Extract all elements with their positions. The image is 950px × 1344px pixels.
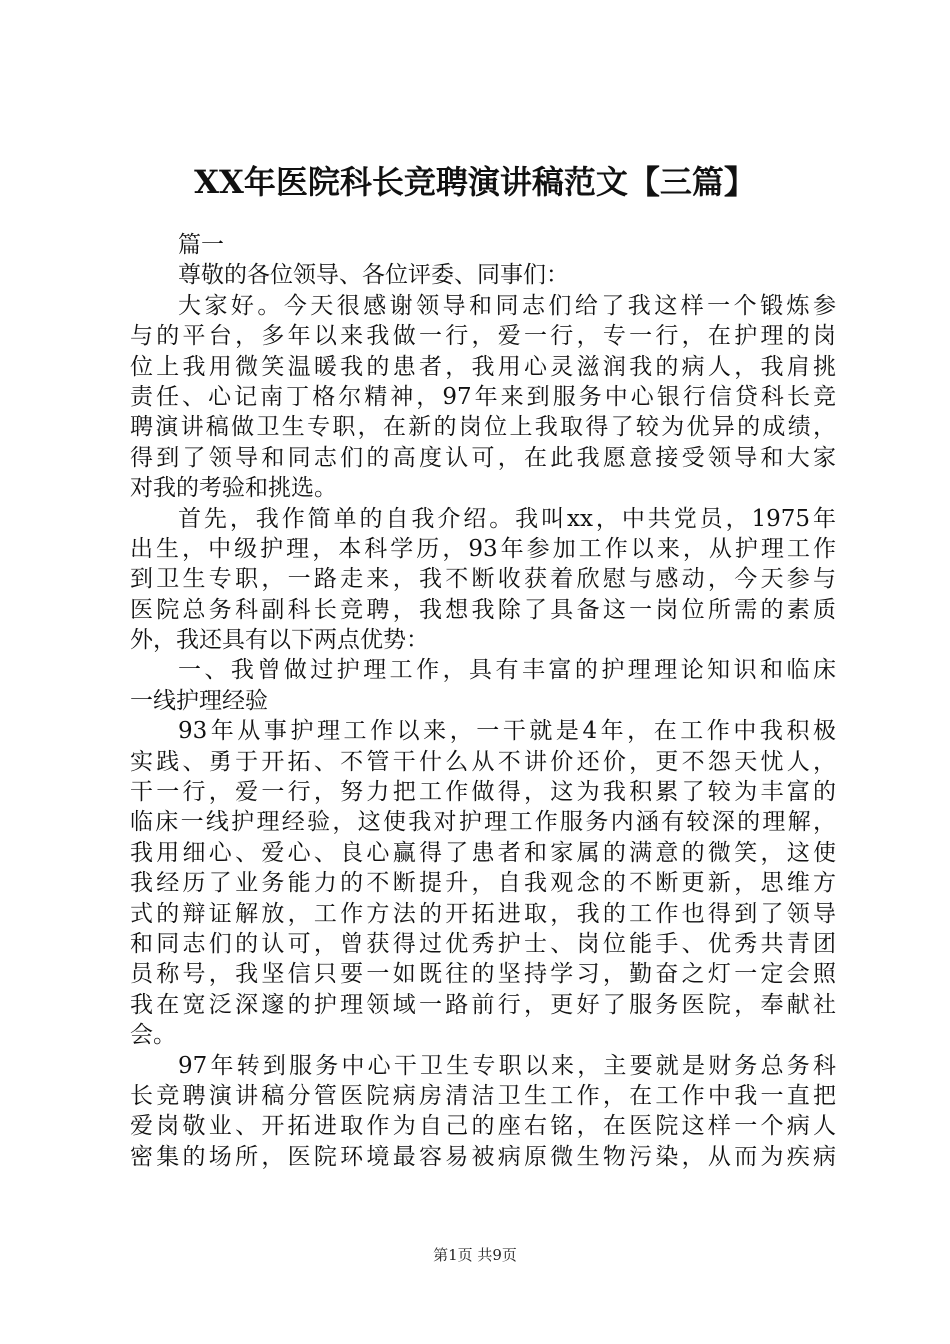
- text-line: 对我的考验和挑选。: [130, 475, 337, 502]
- text-line: 出生，中级护理，本科学历，93年参加工作以来，从护理工作: [130, 535, 836, 562]
- text-line: 和同志们的认可，曾获得过优秀护士、岗位能手、优秀共青团: [130, 930, 836, 957]
- text-line: 篇一: [178, 232, 224, 258]
- text-line: 我在宽泛深邃的护理领域一路前行，更好了服务医院，奉献社: [130, 991, 836, 1018]
- text-line: 实践、勇于开拓、不管干什么从不讲价还价，更不怨天忧人，: [130, 748, 836, 775]
- text-line: 大家好。今天很感谢领导和同志们给了我这样一个锻炼参: [178, 292, 836, 319]
- text-line: 尊敬的各位领导、各位评委、同事们：: [178, 262, 569, 289]
- text-line: 聘演讲稿做卫生专职，在新的岗位上我取得了较为优异的成绩，: [130, 414, 836, 441]
- page-footer: 第1页 共9页: [433, 1246, 517, 1264]
- text-line: 密集的场所，医院环境最容易被病原微生物污染，从而为疾病: [130, 1143, 836, 1170]
- text-line: 位上我用微笑温暖我的患者，我用心灵滋润我的病人，我肩挑: [130, 353, 836, 380]
- text-line: 93年从事护理工作以来，一干就是4年，在工作中我积极: [178, 718, 836, 745]
- text-line: 责任、心记南丁格尔精神，97年来到服务中心银行信贷科长竞: [130, 383, 836, 410]
- text-line: 外，我还具有以下两点优势：: [130, 627, 429, 654]
- document-body: [130, 230, 836, 1172]
- text-line: 得到了领导和同志们的高度认可，在此我愿意接受领导和大家: [130, 444, 836, 471]
- text-line: 到卫生专职，一路走来，我不断收获着欣慰与感动，今天参与: [130, 566, 836, 593]
- text-line: 一线护理经验: [130, 687, 268, 714]
- text-line: 长竞聘演讲稿分管医院病房清洁卫生工作，在工作中我一直把: [130, 1082, 836, 1109]
- text-line: 首先，我作简单的自我介绍。我叫xx，中共党员，1975年: [178, 505, 836, 532]
- text-line: 爱岗敬业、开拓进取作为自己的座右铭，在医院这样一个病人: [130, 1113, 836, 1140]
- text-line: 与的平台，多年以来我做一行，爱一行，专一行，在护理的岗: [130, 323, 836, 350]
- text-line: 一、我曾做过护理工作，具有丰富的护理理论知识和临床: [178, 657, 836, 684]
- document-title: XX年医院科长竞聘演讲稿范文【三篇】: [194, 163, 756, 201]
- text-line: 式的辩证解放，工作方法的开拓进取，我的工作也得到了领导: [130, 900, 836, 927]
- text-line: 干一行，爱一行，努力把工作做得，这为我积累了较为丰富的: [130, 779, 836, 806]
- text-line: 我经历了业务能力的不断提升，自我观念的不断更新，思维方: [130, 870, 836, 897]
- text-line: 会。: [130, 1022, 176, 1049]
- text-line: 97年转到服务中心干卫生专职以来，主要就是财务总务科: [178, 1052, 836, 1079]
- text-line: 临床一线护理经验，这使我对护理工作服务内涵有较深的理解，: [130, 809, 836, 836]
- text-line: 我用细心、爱心、良心赢得了患者和家属的满意的微笑，这使: [130, 839, 836, 866]
- text-line: 员称号，我坚信只要一如既往的坚持学习，勤奋之灯一定会照: [130, 961, 836, 988]
- text-line: 医院总务科副科长竞聘，我想我除了具备这一岗位所需的素质: [130, 596, 836, 623]
